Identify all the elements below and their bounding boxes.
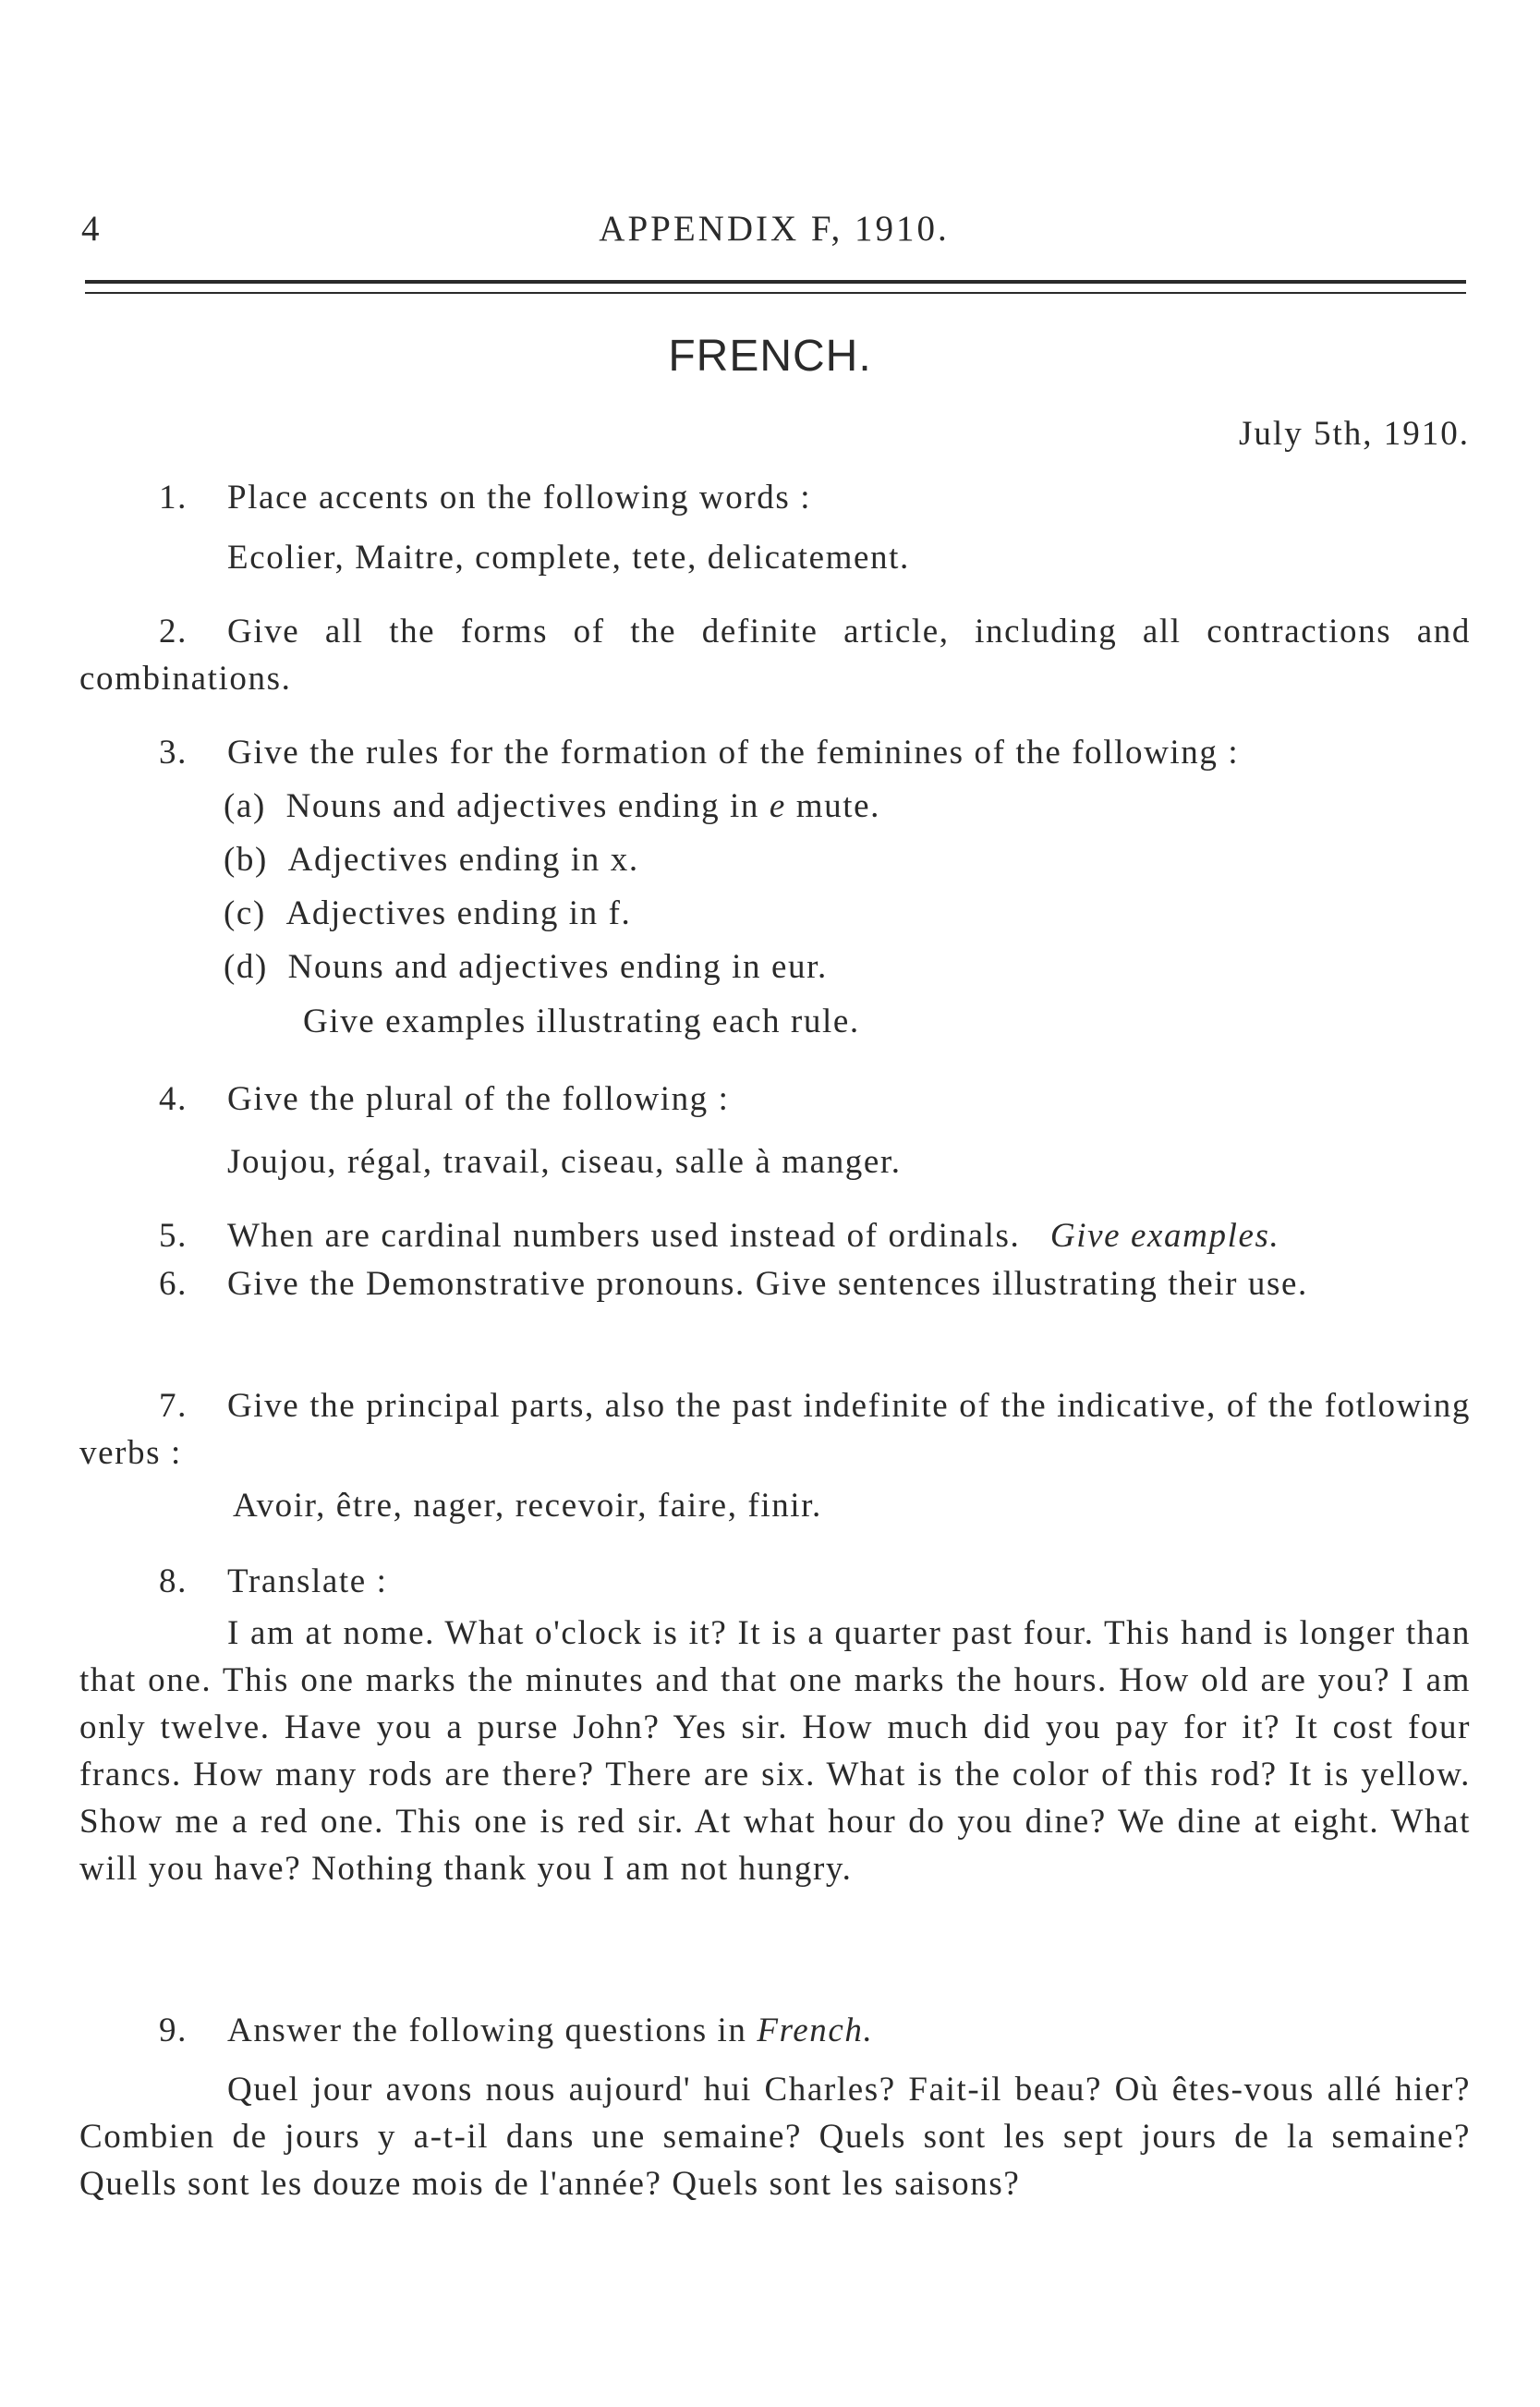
question-italic: Give examples. xyxy=(1049,1217,1280,1255)
running-title: APPENDIX F, 1910. xyxy=(599,209,950,249)
question-9 xyxy=(79,2007,1471,2054)
question-4-words: Joujou, régal, travail, ciseau, salle à manger. xyxy=(227,1143,902,1181)
question-3-item-c xyxy=(224,890,631,937)
exam-date: July 5th, 1910. xyxy=(1239,415,1470,453)
question-1 xyxy=(79,474,1471,521)
question-7 xyxy=(79,1382,1471,1477)
header-rule-thin xyxy=(85,292,1466,294)
item-text: Adjectives ending in x. xyxy=(287,841,639,879)
header-rule-thick xyxy=(85,280,1466,284)
question-5 xyxy=(79,1212,1471,1259)
question-8-passage: I am at nome. What o'clock is it? It is a quarter past four. This hand is longer than that one. This one marks the minutes and that one marks the hours. How old are you? I am only twelve. Have you a purse John? Yes sir. How much did you pay for it? It cost four francs. How many rods are there? There are six. What is the color of this rod? It is yellow. Show me a red one. This one is red sir. At what hour do you dine? We dine at eight. What will you have? Nothing thank you I am not hungry. xyxy=(79,1614,1471,1888)
question-3-item-b xyxy=(224,836,639,883)
item-label: (a) xyxy=(224,787,266,825)
page-number: 4 xyxy=(81,209,103,249)
question-2 xyxy=(79,608,1471,702)
question-6 xyxy=(79,1260,1471,1307)
item-label: (b) xyxy=(224,841,268,879)
question-1-words: Ecolier, Maitre, complete, tete, delicatement. xyxy=(227,539,910,577)
question-3-item-a xyxy=(224,783,880,830)
item-text: Adjectives ending in f. xyxy=(285,894,632,932)
item-label: (c) xyxy=(224,894,266,932)
question-number: 8. xyxy=(159,1562,188,1600)
question-number: 9. xyxy=(159,2012,188,2049)
question-number: 5. xyxy=(159,1217,188,1255)
page-title: FRENCH. xyxy=(668,332,872,381)
question-9-passage: Quel jour avons nous aujourd' hui Charles? Fait-il beau? Où êtes-vous allé hier? Combien de jours y a-t-il dans une semaine? Quels sont les sept jours de la semaine? Quells sont les douze mois de l'année? Quels sont les saisons? xyxy=(79,2071,1471,2203)
question-text: Translate : xyxy=(227,1562,388,1600)
question-7-words: Avoir, être, nager, recevoir, faire, finir. xyxy=(233,1487,822,1525)
item-text: Nouns and adjectives ending in xyxy=(285,787,760,825)
question-number: 2. xyxy=(159,613,188,650)
question-text: Give the principal parts, also the past indefinite of the indicative, of the fotlowing verbs : xyxy=(79,1387,1471,1472)
question-3 xyxy=(79,729,1471,776)
question-number: 1. xyxy=(159,479,188,517)
question-text: Give the plural of the following : xyxy=(227,1080,730,1118)
item-italic: e xyxy=(769,787,786,825)
question-text: Give the Demonstrative pronouns. Give sentences illustrating their use. xyxy=(227,1265,1308,1303)
question-text: Place accents on the following words : xyxy=(227,479,812,517)
item-text: mute. xyxy=(795,787,881,825)
question-4 xyxy=(79,1076,1471,1123)
question-text: Give all the forms of the definite article, including all contractions and combinations. xyxy=(79,613,1471,698)
question-number: 7. xyxy=(159,1387,188,1425)
question-number: 6. xyxy=(159,1265,188,1303)
question-text: When are cardinal numbers used instead of ordinals. xyxy=(227,1217,1021,1255)
item-label: (d) xyxy=(224,948,268,986)
page-header xyxy=(81,208,1467,254)
question-text: Answer the following questions in xyxy=(227,2012,747,2049)
item-text: Nouns and adjectives ending in eur. xyxy=(287,948,828,986)
question-text: Give the rules for the formation of the feminines of the following : xyxy=(227,734,1240,772)
question-italic: French. xyxy=(757,2012,874,2049)
question-3-item-d xyxy=(224,943,828,991)
question-number: 4. xyxy=(159,1080,188,1118)
question-3-examples: Give examples illustrating each rule. xyxy=(303,1003,860,1040)
question-8 xyxy=(79,1558,1471,1605)
question-number: 3. xyxy=(159,734,188,772)
